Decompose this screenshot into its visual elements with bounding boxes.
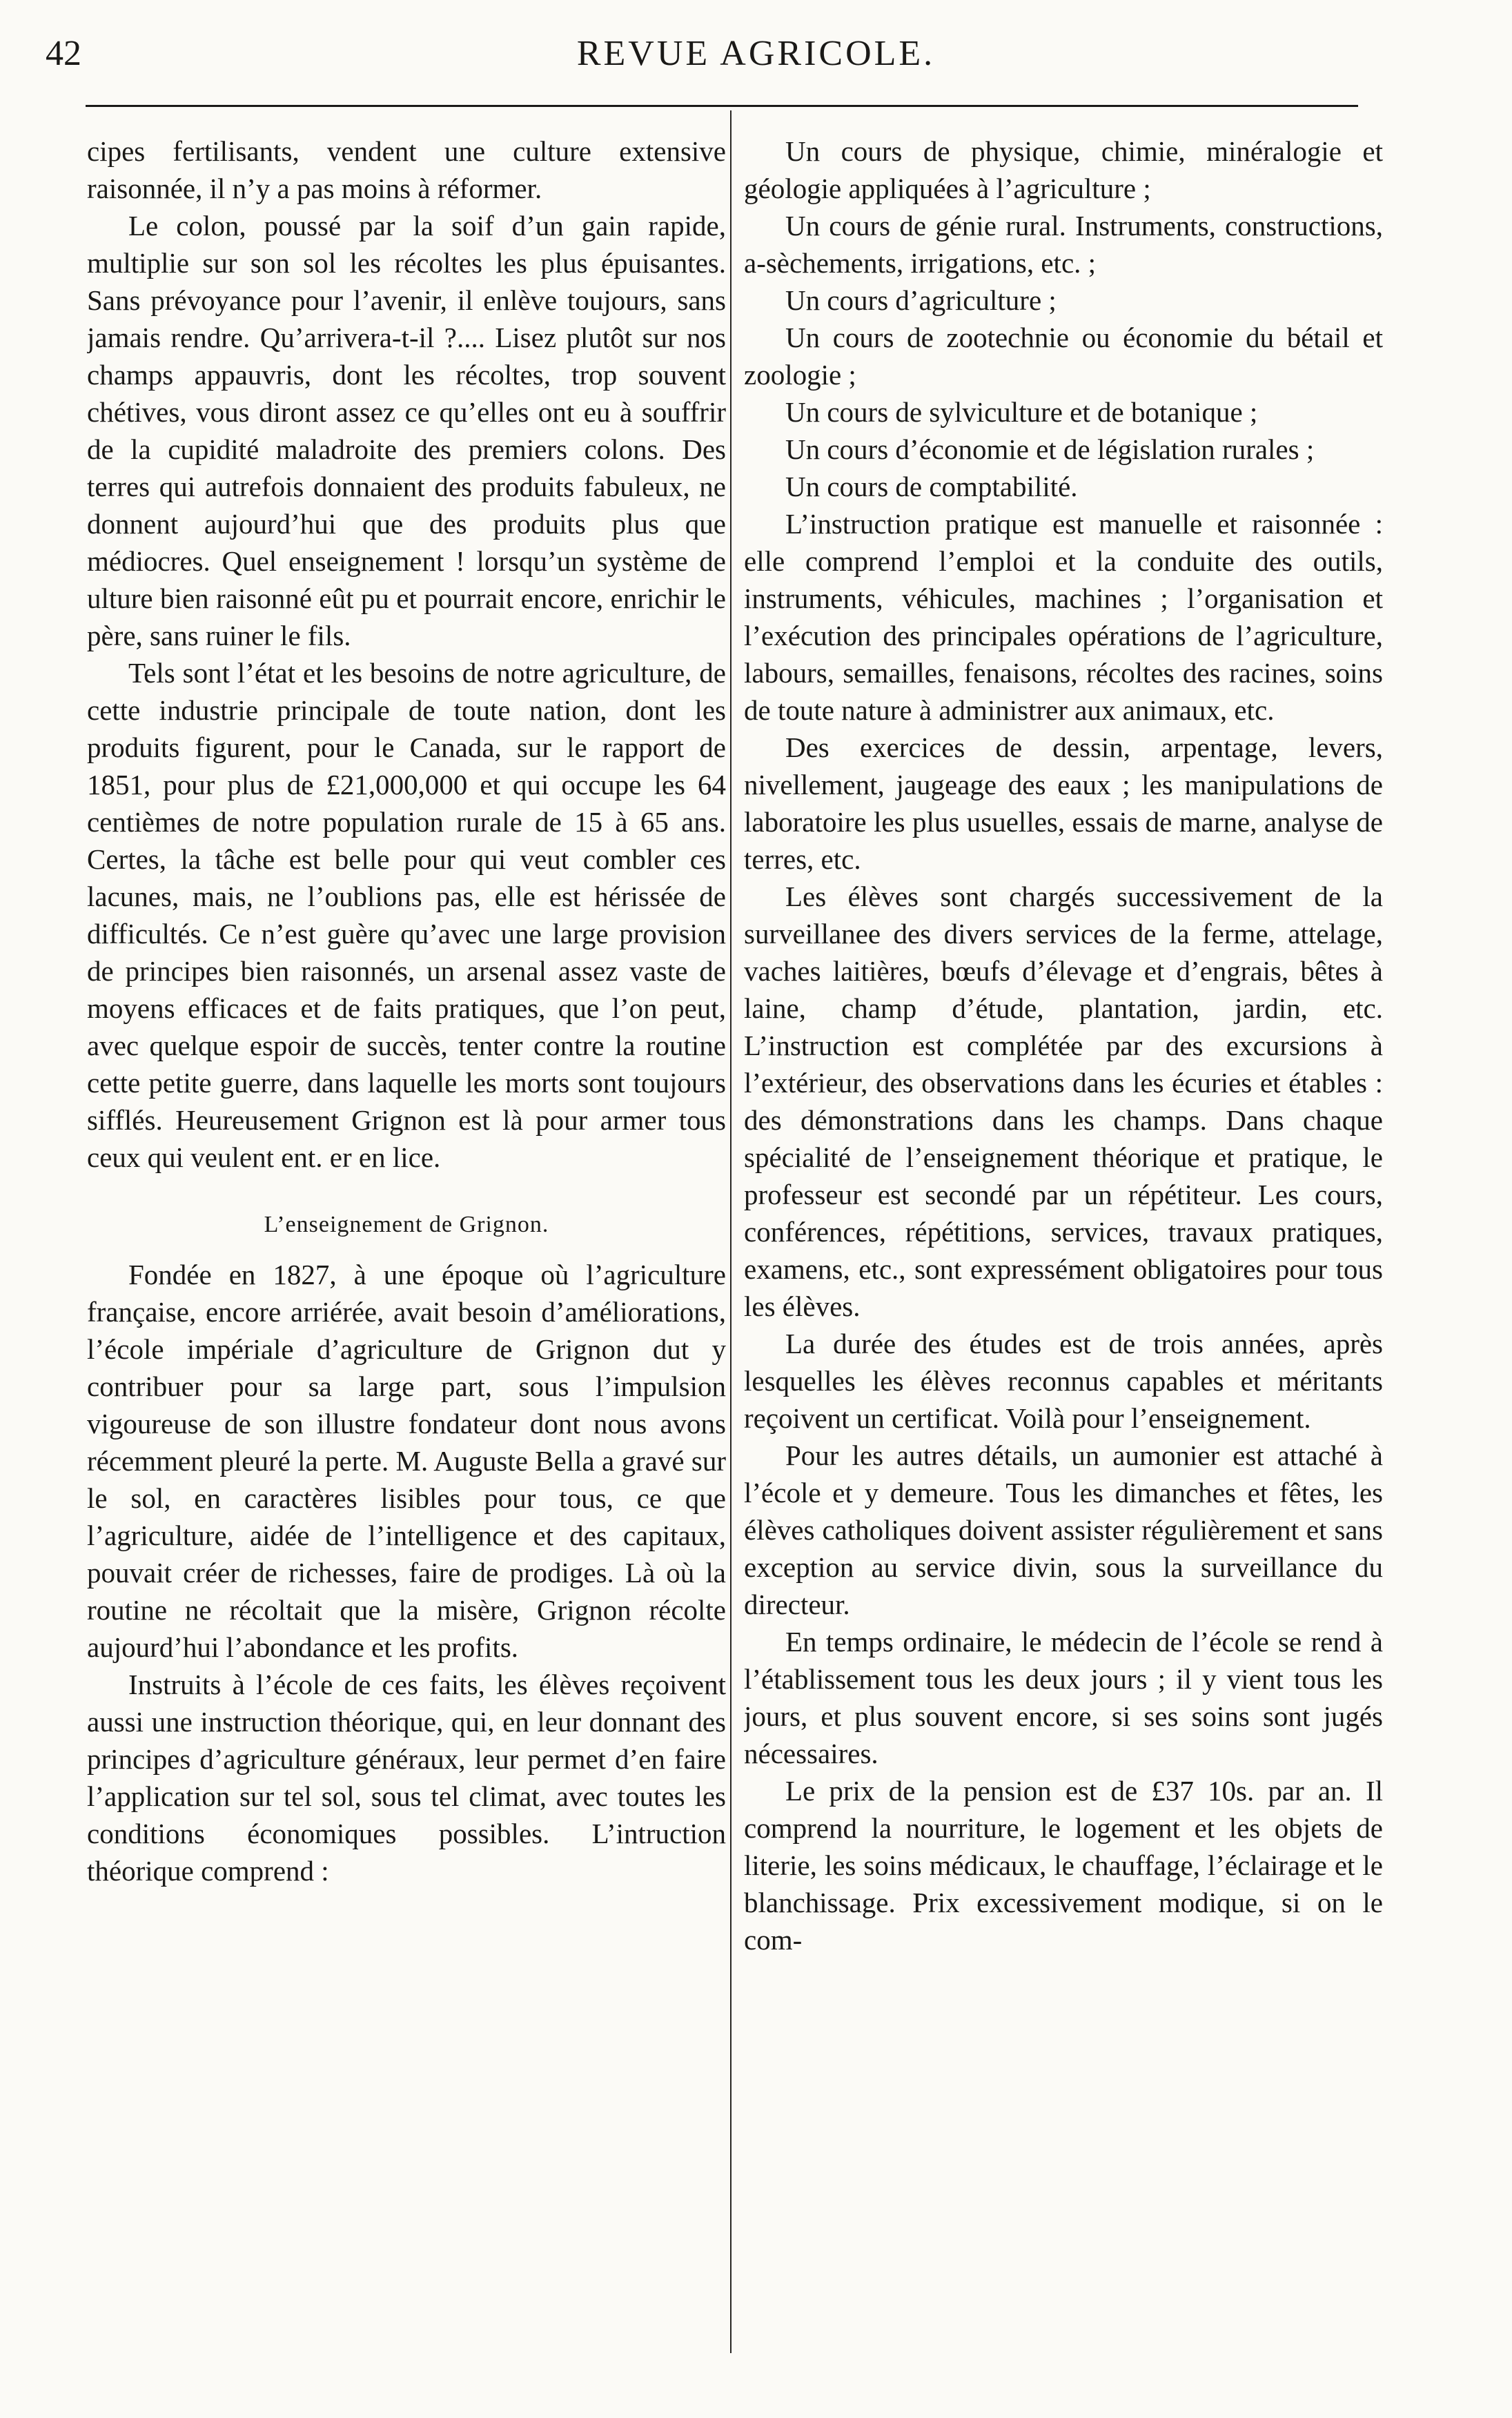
paragraph: Fondée en 1827, à une époque où l’agriculture française, encore arriérée, avait besoin d’améliorations, l’école impériale d’agriculture de Grignon dut y contribuer pour sa large part, sous l’impulsion vigoureuse de son illustre fondateur dont nous avons récemment pleuré la perte. M. Auguste Bella a gravé sur le sol, en caractères lisibles pour tous, ce que l’agriculture, aidée de l’intelligence et des capitaux, pouvait créer de richesses, faire de prodiges. Là où la routine ne récoltait que la misère, Grignon récolte aujourd’hui l’abondance et les profits. xyxy=(87,1259,726,1663)
course-item: Un cours de sylviculture et de botanique ; xyxy=(785,396,1258,428)
page-number: 42 xyxy=(46,34,81,73)
course-item: Un cours d’agriculture ; xyxy=(785,284,1057,316)
paragraph: Le prix de la pension est de £37 10s. par an. Il comprend la nourriture, le logement et les objets de literie, les soins médicaux, le chauffage, l’éclairage et le blanchissage. Prix excessivement modique, si on le com- xyxy=(744,1775,1383,1956)
course-item: Un cours d’économie et de législation rurales ; xyxy=(785,433,1315,465)
course-item: Un cours de comptabilité. xyxy=(785,471,1078,502)
paragraph: Pour les autres détails, un aumonier est attaché à l’école et y demeure. Tous les dimanches et fêtes, les élèves catholiques doivent assister régulièrement et sans exception au service divin, sous la surveillance du directeur. xyxy=(744,1439,1383,1620)
paragraph: Instruits à l’école de ces faits, les élèves reçoivent aussi une instruction théorique, qui, en leur donnant des principes d’agriculture généraux, leur permet d’en faire l’application sur tel sol, sous tel climat, avec toutes les conditions économiques possibles. L’intruction théorique comprend : xyxy=(87,1669,726,1887)
running-title: REVUE AGRICOLE. xyxy=(576,34,936,73)
header-rule xyxy=(86,105,1358,107)
paragraph: L’instruction pratique est manuelle et raisonnée : elle comprend l’emploi et la conduite des outils, instruments, véhicules, machines ; l’organisation et l’exécution des principales opérations de l’agriculture, labours, semailles, fenaisons, récoltes des racines, soins de toute nature à administrer aux animaux, etc. xyxy=(744,508,1383,726)
paragraph: cipes fertilisants, vendent une culture extensive raisonnée, il n’y a pas moins à réformer. xyxy=(87,135,726,204)
course-item: Un cours de physique, chimie, minéralogie et géologie appliquées à l’agriculture ; xyxy=(744,135,1383,204)
left-column xyxy=(87,132,726,2361)
section-title: L’enseignement de Grignon. xyxy=(264,1212,549,1237)
paragraph: Les élèves sont chargés successivement de la surveillanee des divers services de la ferme, attelage, vaches laitières, bœufs d’élevage et d’engrais, bêtes à laine, champ d’étude, plantation, jardin, etc. L’instruction est complétée par des excursions à l’extérieur, des observations dans les écuries et étables : des démonstrations dans les champs. Dans chaque spécialité de l’enseignement théorique et pratique, le professeur est secondé par un répétiteur. Les cours, conférences, répétitions, services, travaux pratiques, examens, etc., sont expressément obligatoires pour tous les élèves. xyxy=(744,881,1383,1322)
right-column xyxy=(744,132,1383,2361)
paragraph: La durée des études est de trois années, après lesquelles les élèves reconnus capables et méritants reçoivent un certificat. Voilà pour l’enseignement. xyxy=(744,1328,1383,1434)
paragraph: En temps ordinaire, le médecin de l’école se rend à l’établissement tous les deux jours ; il y vient tous les jours, et plus souvent encore, si ses soins sont jugés nécessaires. xyxy=(744,1626,1383,1769)
paragraph: Tels sont l’état et les besoins de notre agriculture, de cette industrie principale de toute nation, dont les produits figurent, pour le Canada, sur le rapport de 1851, pour plus de £21,000,000 et qui occupe les 64 centièmes de notre population rurale de 15 à 65 ans. Certes, la tâche est belle pour qui veut combler ces lacunes, mais, ne l’oublions pas, elle est hérissée de difficultés. Ce n’est guère qu’avec une large provision de principes bien raisonnés, un arsenal assez vaste de moyens efficaces et de faits pratiques, que l’on peut, avec quelque espoir de succès, tenter contre la routine cette petite guerre, dans laquelle les morts sont toujours sifflés. Heureusement Grignon est là pour armer tous ceux qui veulent ent. er en lice. xyxy=(87,657,726,1173)
column-rule xyxy=(730,110,732,2353)
course-item: Un cours de zootechnie ou économie du bétail et zoologie ; xyxy=(744,322,1383,391)
course-item: Un cours de génie rural. Instruments, constructions, a-sèchements, irrigations, etc. ; xyxy=(744,210,1383,279)
paragraph: Le colon, poussé par la soif d’un gain rapide, multiplie sur son sol les récoltes les plus épuisantes. Sans prévoyance pour l’avenir, il enlève toujours, sans jamais rendre. Qu’arrivera-t-il ?.... Lisez plutôt sur nos champs appauvris, dont les récoltes, trop souvent chétives, vous diront assez ce qu’elles ont eu à souffrir de la cupidité maladroite des premiers colons. Des terres qui autrefois donnaient des produits fabuleux, ne donnent aujourd’hui que des produits plus que médiocres. Quel enseignement ! lorsqu’un système de ulture bien raisonné eût pu et pourrait encore, enrichir le père, sans ruiner le fils. xyxy=(87,210,726,651)
paragraph: Des exercices de dessin, arpentage, levers, nivellement, jaugeage des eaux ; les manipulations de laboratoire les plus usuelles, essais de marne, analyse de terres, etc. xyxy=(744,731,1383,875)
